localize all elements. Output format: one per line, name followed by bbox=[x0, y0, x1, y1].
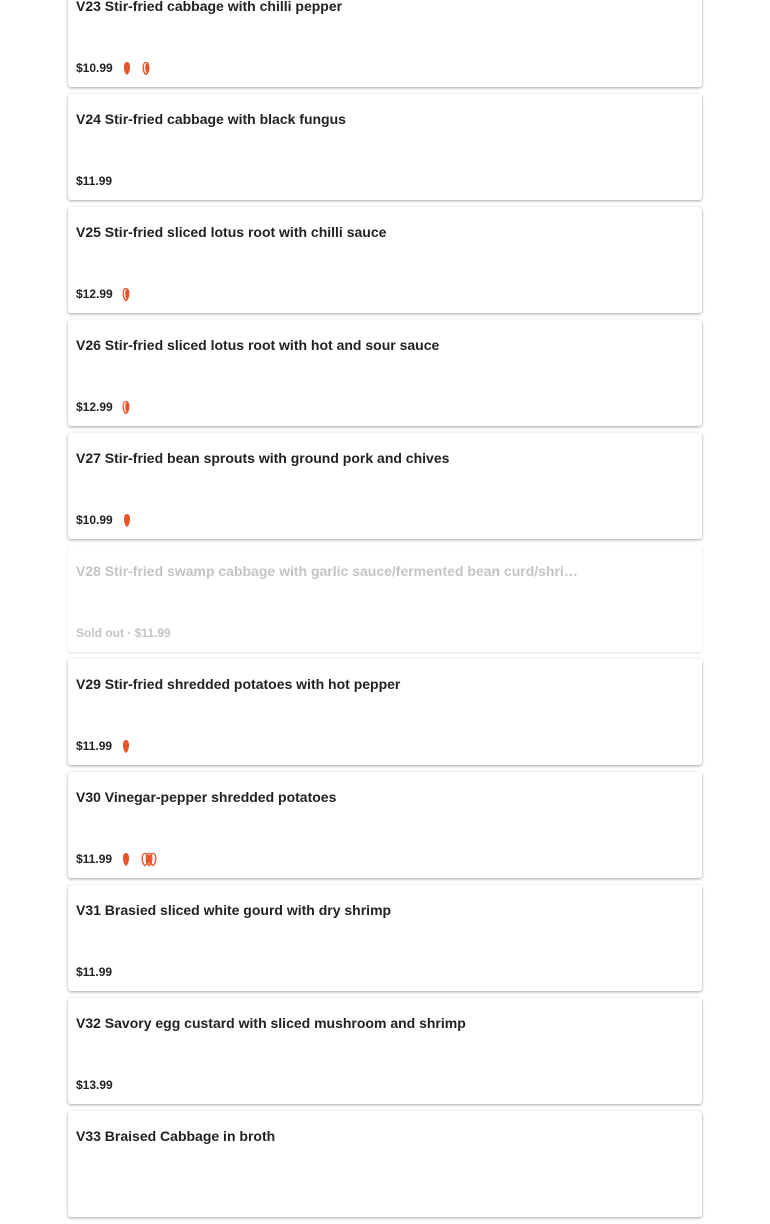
menu-item-meta bbox=[76, 399, 132, 415]
menu-item-price: $11.99 bbox=[76, 174, 113, 188]
sold-out-price-label: Sold out · $11.99 bbox=[76, 626, 171, 640]
menu-item-name: V30 Vinegar-pepper shredded potatoes bbox=[76, 789, 337, 805]
menu-item-price: $12.99 bbox=[76, 287, 113, 301]
menu-item-meta bbox=[76, 1077, 113, 1093]
menu-item-card[interactable] bbox=[68, 772, 702, 878]
menu-item-meta bbox=[76, 851, 157, 867]
menu-item-name: V23 Stir-fried cabbage with chilli pepper bbox=[76, 0, 343, 14]
menu-item-meta bbox=[76, 964, 112, 980]
menu-item-card[interactable] bbox=[68, 998, 702, 1104]
menu-item-card[interactable] bbox=[68, 94, 702, 200]
double-chili-pepper-icon bbox=[142, 60, 152, 76]
menu-item-meta bbox=[76, 625, 171, 641]
menu-item-card[interactable] bbox=[68, 0, 702, 87]
menu-item-price: $10.99 bbox=[76, 61, 113, 75]
menu-item-name: V31 Brasied sliced white gourd with dry shrimp bbox=[76, 902, 392, 918]
menu-item-name: V33 Braised Cabbage in broth bbox=[76, 1128, 276, 1144]
menu-item-name: V25 Stir-fried sliced lotus root with chilli sauce bbox=[76, 224, 387, 240]
menu-item-card[interactable] bbox=[68, 659, 702, 765]
menu-item-price: $11.99 bbox=[76, 852, 113, 866]
double-chili-pepper-icon bbox=[122, 286, 132, 302]
chili-pepper-icon bbox=[122, 512, 132, 528]
menu-item-price: $10.99 bbox=[76, 513, 113, 527]
menu-item-list bbox=[68, 0, 702, 1224]
triple-chili-pepper-icon bbox=[141, 851, 157, 867]
menu-item-card[interactable] bbox=[68, 885, 702, 991]
menu-item-name: V32 Savory egg custard with sliced mushroom and shrimp bbox=[76, 1015, 466, 1031]
chili-pepper-icon bbox=[122, 60, 132, 76]
menu-item-card[interactable] bbox=[68, 207, 702, 313]
menu-item-price: $13.99 bbox=[76, 1078, 113, 1092]
menu-item-meta bbox=[76, 738, 131, 754]
menu-item-price: $12.99 bbox=[76, 400, 113, 414]
menu-item-name: V28 Stir-fried swamp cabbage with garlic sauce/fermented bean curd/shri… bbox=[76, 563, 578, 579]
menu-item-meta bbox=[76, 60, 152, 76]
chili-pepper-icon bbox=[121, 738, 131, 754]
menu-item-card[interactable] bbox=[68, 320, 702, 426]
menu-item-card[interactable] bbox=[68, 1111, 702, 1217]
menu-item-meta bbox=[76, 512, 132, 528]
menu-item-meta bbox=[76, 173, 112, 189]
menu-item-price: $11.99 bbox=[76, 739, 113, 753]
menu-item-name: V27 Stir-fried bean sprouts with ground pork and chives bbox=[76, 450, 450, 466]
menu-item-name: V29 Stir-fried shredded potatoes with hot pepper bbox=[76, 676, 401, 692]
double-chili-pepper-icon bbox=[122, 399, 132, 415]
chili-pepper-icon bbox=[121, 851, 131, 867]
menu-item-meta bbox=[76, 286, 132, 302]
menu-item-card bbox=[68, 546, 702, 652]
menu-item-price: $11.99 bbox=[76, 965, 113, 979]
menu-item-card[interactable] bbox=[68, 433, 702, 539]
menu-item-name: V24 Stir-fried cabbage with black fungus bbox=[76, 111, 346, 127]
menu-item-name: V26 Stir-fried sliced lotus root with hot and sour sauce bbox=[76, 337, 440, 353]
